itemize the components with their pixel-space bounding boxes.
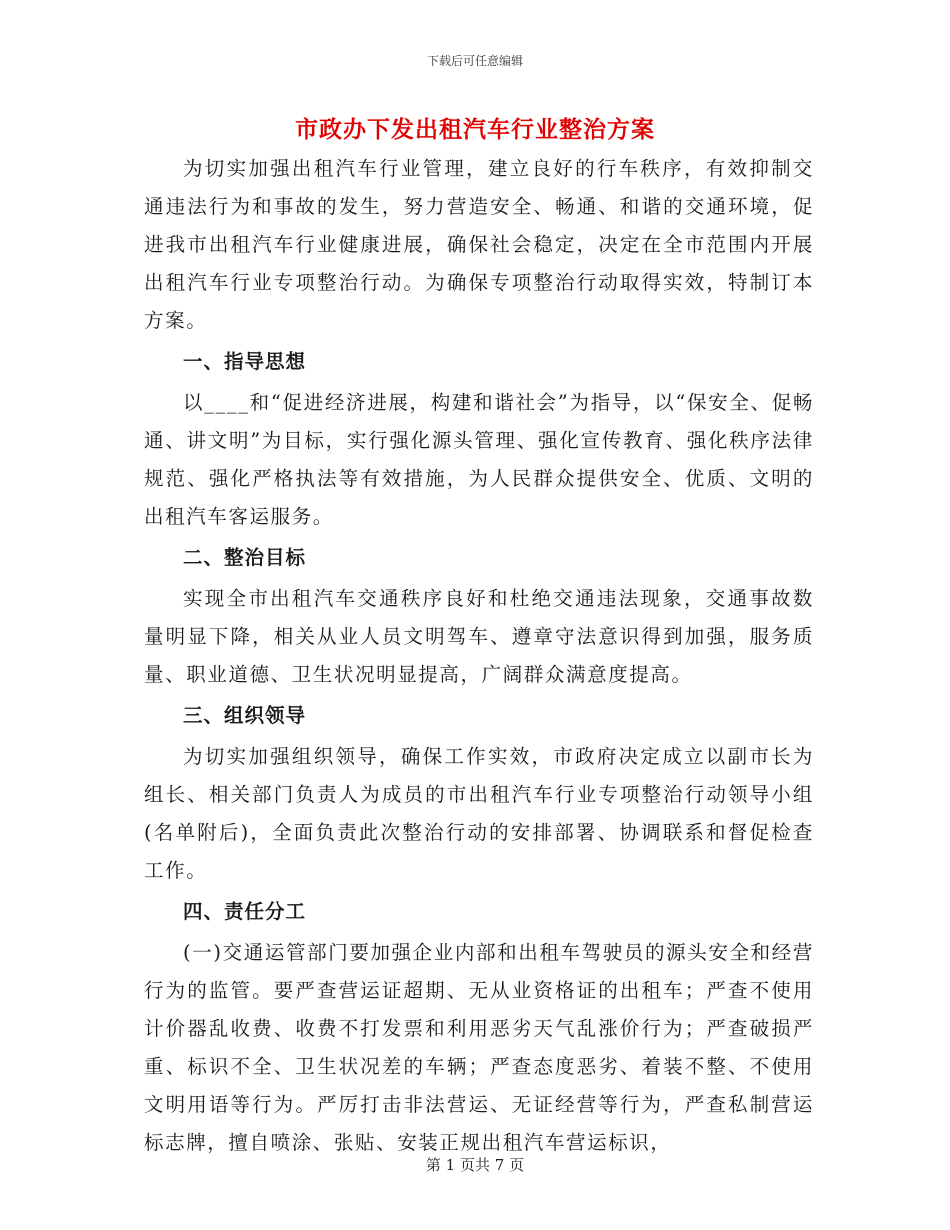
section-paragraph: (一)交通运管部门要加强企业内部和出租车驾驶员的源头安全和经营行为的监管。要严查营运证超期、无从业资格证的出租车；严查不使用计价器乱收费、收费不打发票和利用恶劣天气乱涨价行为；严查破损严重、标识不全、卫生状况差的车辆；严查态度恶劣、着装不整、不使用文明用语等行为。严厉打击非法营运、无证经营等行为，严查私制营运标志牌，擅自喷涂、张贴、安装正规出租汽车营运标识， [144,941,814,1154]
section-heading-organization: 三、组织领导 [183,704,307,727]
section-paragraph: 为切实加强组织领导，确保工作实效，市政府决定成立以副市长为组长、相关部门负责人为成员的市出租汽车行业专项整治行动领导小组(名单附后)，全面负责此次整治行动的安排部署、协调联系和督促检查工作。 [144,745,814,882]
section-heading-goals: 二、整治目标 [183,546,307,569]
section-paragraph: 实现全市出租汽车交通秩序良好和杜绝交通违法现象，交通事故数量明显下降，相关从业人员文明驾车、遵章守法意识得到加强，服务质量、职业道德、卫生状况明显提高，广阔群众满意度提高。 [144,587,814,686]
document-body [144,150,814,1162]
intro-paragraph: 为切实加强出租汽车行业管理，建立良好的行车秩序，有效抑制交通违法行为和事故的发生，努力营造安全、畅通、和谐的交通环境，促进我市出租汽车行业健康进展，确保社会稳定，决定在全市范围内开展出租汽车行业专项整治行动。为确保专项整治行动取得实效，特制订本方案。 [144,157,814,332]
section-heading-guiding-ideology: 一、指导思想 [183,350,307,373]
header-note: 下载后可任意编辑 [426,54,523,68]
page-number: 第 1 页共 7 页 [425,1156,525,1174]
section-paragraph: 以____和“促进经济进展，构建和谐社会”为指导，以“保安全、促畅通、讲文明”为目标，实行强化源头管理、强化宣传教育、强化秩序法律规范、强化严格执法等有效措施，为人民群众提供安全、优质、文明的出租汽车客运服务。 [144,391,814,528]
section-heading-responsibilities: 四、责任分工 [183,900,307,923]
document-title: 市政办下发出租汽车行业整治方案 [295,116,655,143]
